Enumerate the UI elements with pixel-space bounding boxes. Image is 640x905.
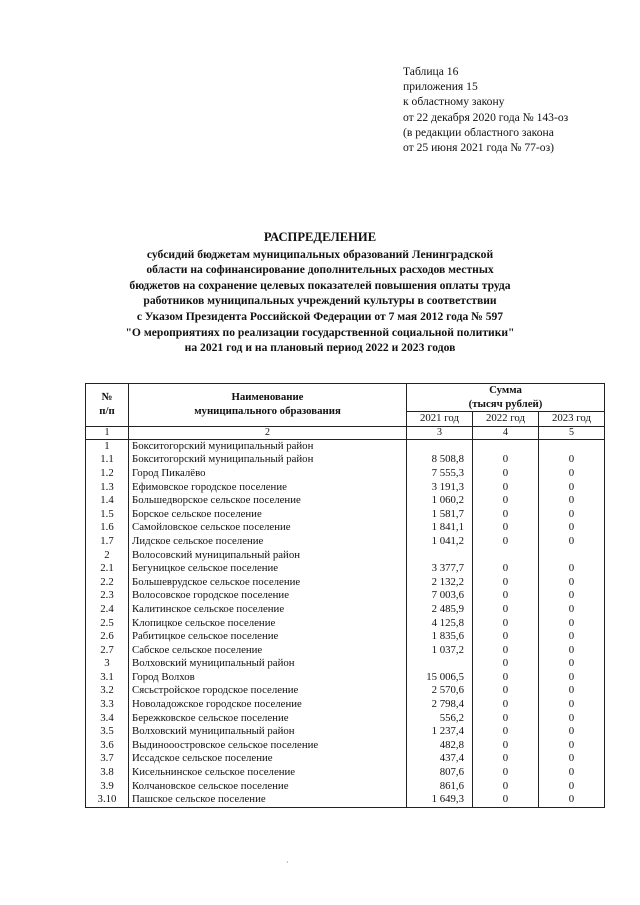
title-line: работников муниципальных учреждений культуры в соответствии (143, 294, 497, 308)
amount-2021: 861,6 (407, 780, 473, 794)
amount-2023: 0 (539, 793, 605, 807)
header-sum-line2: (тысяч рублей) (468, 397, 543, 410)
title-line: на 2021 год и на плановый период 2022 и 2023 годов (184, 341, 456, 355)
amount-2023: 0 (539, 698, 605, 712)
table-row (86, 467, 605, 481)
amount-2022: 0 (473, 657, 539, 671)
header-number (86, 384, 129, 427)
note-line: (в редакции областного закона (403, 125, 554, 139)
row-number: 1.6 (86, 521, 129, 535)
row-number: 3.9 (86, 780, 129, 794)
note-line: приложения 15 (403, 80, 478, 94)
title-line: "О мероприятиях по реализации государственной социальной политики" (125, 325, 515, 339)
amount-2022 (473, 549, 539, 563)
amount-2021 (407, 439, 473, 453)
subsidy-table (85, 383, 605, 808)
row-number: 1 (86, 439, 129, 453)
amount-2023: 0 (539, 603, 605, 617)
municipality-name: Калитинское сельское поселение (129, 603, 407, 617)
row-number: 2.7 (86, 644, 129, 658)
amount-2022: 0 (473, 712, 539, 726)
column-index: 5 (539, 426, 605, 439)
municipality-name: Бокситогорский муниципальный район (129, 439, 407, 453)
amount-2021: 2 485,9 (407, 603, 473, 617)
amount-2022 (473, 439, 539, 453)
table-row (86, 562, 605, 576)
municipality-name: Большеврудское сельское поселение (129, 576, 407, 590)
table-row (86, 644, 605, 658)
row-number: 2.4 (86, 603, 129, 617)
amount-2023: 0 (539, 453, 605, 467)
amount-2022: 0 (473, 467, 539, 481)
header-name-line1: Наименование (231, 391, 304, 404)
header-name (129, 384, 407, 427)
amount-2023: 0 (539, 684, 605, 698)
municipality-name: Большедворское сельское поселение (129, 494, 407, 508)
table-row (86, 725, 605, 739)
amount-2021: 1 841,1 (407, 521, 473, 535)
municipality-name: Пашское сельское поселение (129, 793, 407, 807)
amount-2022: 0 (473, 494, 539, 508)
municipality-name: Город Пикалёво (129, 467, 407, 481)
amount-2021: 1 060,2 (407, 494, 473, 508)
amount-2023: 0 (539, 494, 605, 508)
header-sum (407, 384, 605, 412)
table-row (86, 535, 605, 549)
municipality-name: Сясьстройское городское поселение (129, 684, 407, 698)
table-row (86, 793, 605, 807)
row-number: 2.3 (86, 589, 129, 603)
row-number: 3.4 (86, 712, 129, 726)
municipality-name: Ефимовское городское поселение (129, 481, 407, 495)
title-line: субсидий бюджетам муниципальных образований Ленинградской (146, 247, 494, 261)
amount-2021: 437,4 (407, 752, 473, 766)
table-row (86, 439, 605, 453)
amount-2021: 2 798,4 (407, 698, 473, 712)
table-row (86, 603, 605, 617)
row-number: 3.8 (86, 766, 129, 780)
municipality-name: Колчановское сельское поселение (129, 780, 407, 794)
amount-2021: 807,6 (407, 766, 473, 780)
table-row (86, 549, 605, 563)
amount-2023: 0 (539, 644, 605, 658)
amount-2022: 0 (473, 630, 539, 644)
municipality-name: Бегуницкое сельское поселение (129, 562, 407, 576)
amount-2022: 0 (473, 766, 539, 780)
table-row (86, 576, 605, 590)
amount-2021: 2 132,2 (407, 576, 473, 590)
row-number: 3.5 (86, 725, 129, 739)
note-line: Таблица 16 (403, 65, 459, 78)
amount-2021: 3 377,7 (407, 562, 473, 576)
table-row (86, 521, 605, 535)
municipality-name: Бокситогорский муниципальный район (129, 453, 407, 467)
column-index: 1 (86, 426, 129, 439)
table-row (86, 766, 605, 780)
amount-2021: 7 555,3 (407, 467, 473, 481)
amount-2023: 0 (539, 780, 605, 794)
row-number: 1.7 (86, 535, 129, 549)
amount-2022: 0 (473, 644, 539, 658)
row-number: 3.7 (86, 752, 129, 766)
amount-2023: 0 (539, 521, 605, 535)
table-row (86, 698, 605, 712)
amount-2022: 0 (473, 481, 539, 495)
row-number: 1.3 (86, 481, 129, 495)
amount-2023: 0 (539, 617, 605, 631)
amount-2023: 0 (539, 657, 605, 671)
amount-2023: 0 (539, 739, 605, 753)
amount-2021: 8 508,8 (407, 453, 473, 467)
row-number: 2.6 (86, 630, 129, 644)
table-row (86, 589, 605, 603)
table-row (86, 617, 605, 631)
note-line: от 25 июня 2021 года № 77-оз) (403, 141, 555, 155)
table-row (86, 712, 605, 726)
amount-2022: 0 (473, 589, 539, 603)
amount-2022: 0 (473, 793, 539, 807)
table-row (86, 671, 605, 685)
amount-2022: 0 (473, 576, 539, 590)
amount-2022: 0 (473, 780, 539, 794)
header-sum-line1: Сумма (489, 384, 522, 396)
amount-2021: 3 191,3 (407, 481, 473, 495)
row-number: 3 (86, 657, 129, 671)
row-number: 1.4 (86, 494, 129, 508)
table-row (86, 657, 605, 671)
row-number: 2.5 (86, 617, 129, 631)
title-line: области на софинансирование дополнительных расходов местных (146, 263, 494, 277)
amount-2023: 0 (539, 467, 605, 481)
table-row (86, 752, 605, 766)
table-row (86, 481, 605, 495)
column-index-row (86, 426, 605, 439)
municipality-name: Волховский муниципальный район (129, 725, 407, 739)
row-number: 2.1 (86, 562, 129, 576)
municipality-name: Бережковское сельское поселение (129, 712, 407, 726)
municipality-name: Волосовское городское поселение (129, 589, 407, 603)
amount-2023: 0 (539, 562, 605, 576)
note-line: к областному закону (403, 95, 505, 109)
row-number: 3.3 (86, 698, 129, 712)
table-row (86, 780, 605, 794)
municipality-name: Борское сельское поселение (129, 508, 407, 522)
amount-2023: 0 (539, 508, 605, 522)
municipality-name: Лидское сельское поселение (129, 535, 407, 549)
amount-2022: 0 (473, 453, 539, 467)
document-title (90, 230, 550, 356)
municipality-name: Клопицкое сельское поселение (129, 617, 407, 631)
amount-2021 (407, 549, 473, 563)
column-index: 3 (407, 426, 473, 439)
amount-2022: 0 (473, 684, 539, 698)
municipality-name: Сабское сельское поселение (129, 644, 407, 658)
row-number: 2 (86, 549, 129, 563)
column-index: 2 (129, 426, 407, 439)
table-row (86, 508, 605, 522)
amount-2021: 1 581,7 (407, 508, 473, 522)
table-row (86, 739, 605, 753)
amount-2023: 0 (539, 630, 605, 644)
amount-2023: 0 (539, 576, 605, 590)
amount-2021: 1 237,4 (407, 725, 473, 739)
row-number: 3.2 (86, 684, 129, 698)
amount-2022: 0 (473, 725, 539, 739)
amount-2021: 482,8 (407, 739, 473, 753)
amount-2022: 0 (473, 603, 539, 617)
amount-2023: 0 (539, 481, 605, 495)
municipality-name: Волховский муниципальный район (129, 657, 407, 671)
amount-2021: 2 570,6 (407, 684, 473, 698)
municipality-name: Самойловское сельское поселение (129, 521, 407, 535)
municipality-name: Волосовский муниципальный район (129, 549, 407, 563)
municipality-name: Иссадское сельское поселение (129, 752, 407, 766)
title-main: РАСПРЕДЕЛЕНИЕ (263, 230, 377, 244)
title-line: бюджетов на сохранение целевых показателей повышения оплаты труда (129, 278, 511, 292)
amount-2022: 0 (473, 739, 539, 753)
amount-2023: 0 (539, 725, 605, 739)
note-line: от 22 декабря 2020 года № 143-оз (403, 110, 569, 124)
amount-2023: 0 (539, 589, 605, 603)
row-number: 3.6 (86, 739, 129, 753)
header-2022: 2022 год (473, 412, 539, 427)
amount-2023: 0 (539, 671, 605, 685)
table-row (86, 684, 605, 698)
amount-2023 (539, 439, 605, 453)
row-number: 1.1 (86, 453, 129, 467)
amount-2022: 0 (473, 671, 539, 685)
amount-2021: 1 037,2 (407, 644, 473, 658)
municipality-name: Город Волхов (129, 671, 407, 685)
table-row (86, 630, 605, 644)
amount-2022: 0 (473, 698, 539, 712)
amount-2022: 0 (473, 521, 539, 535)
header-name-line2: муниципального образования (194, 404, 341, 417)
table-row (86, 453, 605, 467)
header-2021: 2021 год (407, 412, 473, 427)
title-line: с Указом Президента Российской Федерации от 7 мая 2012 года № 597 (136, 309, 504, 323)
amount-2022: 0 (473, 752, 539, 766)
municipality-name: Выдинооостровское сельское поселение (129, 739, 407, 753)
amount-2023: 0 (539, 752, 605, 766)
amount-2021: 556,2 (407, 712, 473, 726)
table-body (86, 439, 605, 807)
municipality-name: Кисельнинское сельское поселение (129, 766, 407, 780)
amount-2022: 0 (473, 617, 539, 631)
appendix-note (403, 64, 628, 155)
amount-2021: 1 041,2 (407, 535, 473, 549)
row-number: 3.1 (86, 671, 129, 685)
row-number: 2.2 (86, 576, 129, 590)
amount-2022: 0 (473, 508, 539, 522)
header-number-line2: п/п (99, 404, 115, 417)
amount-2022: 0 (473, 535, 539, 549)
amount-2021: 1 649,3 (407, 793, 473, 807)
row-number: 3.10 (86, 793, 129, 807)
amount-2021: 1 835,6 (407, 630, 473, 644)
amount-2021: 7 003,6 (407, 589, 473, 603)
row-number: 1.2 (86, 467, 129, 481)
amount-2021: 15 006,5 (407, 671, 473, 685)
page-mark: · (286, 858, 289, 867)
column-index: 4 (473, 426, 539, 439)
header-2023: 2023 год (539, 412, 605, 427)
amount-2023: 0 (539, 766, 605, 780)
amount-2021 (407, 657, 473, 671)
amount-2023: 0 (539, 535, 605, 549)
amount-2021: 4 125,8 (407, 617, 473, 631)
amount-2022: 0 (473, 562, 539, 576)
amount-2023 (539, 549, 605, 563)
table-row (86, 494, 605, 508)
amount-2023: 0 (539, 712, 605, 726)
row-number: 1.5 (86, 508, 129, 522)
municipality-name: Рабитицкое сельское поселение (129, 630, 407, 644)
municipality-name: Новоладожское городское поселение (129, 698, 407, 712)
header-number-line1: № (101, 391, 113, 404)
